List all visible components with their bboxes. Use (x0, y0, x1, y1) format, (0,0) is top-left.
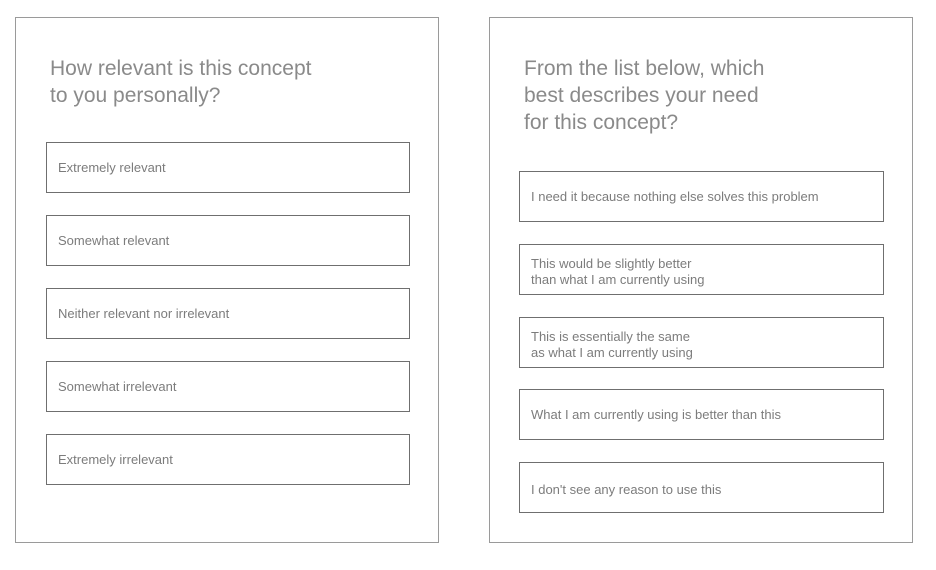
option-extremely-irrelevant[interactable]: Extremely irrelevant (46, 434, 410, 485)
option-somewhat-relevant[interactable]: Somewhat relevant (46, 215, 410, 266)
need-question-title: From the list below, which best describes your need for this concept? (524, 57, 765, 134)
option-nothing-else-solves[interactable]: I need it because nothing else solves this problem (519, 171, 884, 222)
option-extremely-relevant[interactable]: Extremely relevant (46, 142, 410, 193)
option-somewhat-irrelevant[interactable]: Somewhat irrelevant (46, 361, 410, 412)
option-slightly-better[interactable]: This would be slightly better than what I am currently using (519, 244, 884, 295)
relevance-question-card (15, 17, 439, 543)
need-question-card (489, 17, 913, 543)
relevance-question-title: How relevant is this concept to you personally? (50, 57, 312, 107)
option-essentially-same[interactable]: This is essentially the same as what I am currently using (519, 317, 884, 368)
option-no-reason[interactable]: I don't see any reason to use this (519, 462, 884, 513)
option-neither-relevant-nor-irrelevant[interactable]: Neither relevant nor irrelevant (46, 288, 410, 339)
option-current-better[interactable]: What I am currently using is better than this (519, 389, 884, 440)
